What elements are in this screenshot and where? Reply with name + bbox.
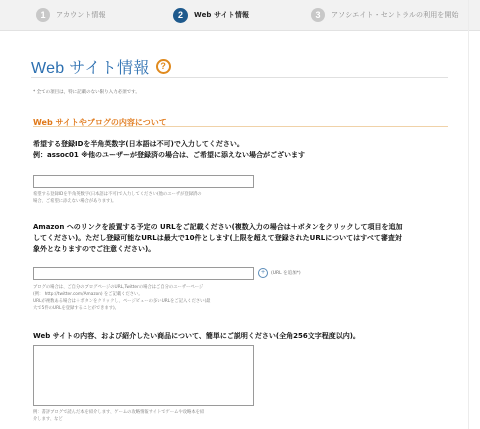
store-id-question-line2: 例：assoc01 ※他のユーザーが登録済の場合は、ご希望に添えない場合がございます (33, 151, 305, 159)
title-divider (31, 77, 448, 78)
required-note: * 全ての項目は，特に記載のない限り入力必須です。 (33, 90, 140, 95)
url-hint-line3: URLが複数ある場合は＋ボタンをクリックし、ページビューの多いURLをご記入ください(最 (33, 299, 211, 304)
description-hint (33, 409, 204, 423)
store-id-input[interactable] (33, 175, 254, 188)
description-question: Web サイトの内容、および紹介したい商品について、簡単にご説明ください(全角256文字程度以内)。 (33, 332, 360, 340)
add-url-icon[interactable]: + (258, 268, 268, 278)
add-url-control[interactable] (258, 268, 301, 278)
step-start-central (311, 7, 459, 23)
step-website-info (173, 7, 249, 23)
progress-steps (0, 0, 480, 31)
store-id-question (33, 139, 305, 161)
step-number-1: 1 (36, 8, 50, 22)
step-number-3: 3 (311, 8, 325, 22)
store-id-hint (33, 191, 202, 205)
step-number-2: 2 (173, 8, 188, 23)
description-textarea[interactable] (33, 345, 254, 406)
step-label-3: アソシエイト・セントラルの利用を開始 (331, 11, 459, 19)
url-input[interactable] (33, 267, 254, 280)
description-hint-line1: 例：書評ブログで読んだ本を紹介します、ゲームの攻略情報サイトでゲームや攻略本を紹 (33, 410, 205, 415)
step-account-info (36, 7, 106, 23)
help-icon[interactable]: ? (156, 59, 171, 74)
store-id-hint-line1: 希望する登録IDを半角英数字(日本語は不可)で入力してください(他のユーザが登録済の (33, 192, 202, 197)
section-header (33, 110, 448, 127)
section-title: Web サイトやブログの内容について (33, 118, 167, 127)
step-label-2: Web サイト情報 (194, 11, 250, 19)
url-question-line3: 象外となりますのでご注意ください)。 (33, 245, 156, 253)
url-question-line2: してください)。ただし登録可能なURLは最大で10件とします(上限を超えて登録されたURLについてはすべて審査対 (33, 234, 402, 242)
url-hint-line1: ブログの場合は、ご自分のブログページのURL,Twitterの場合はご自分のユーザーページ (33, 285, 204, 290)
right-border (468, 0, 469, 429)
store-id-question-line1: 希望する登録IDを半角英数字(日本語は不可)で入力してください。 (33, 140, 244, 148)
url-hint-line4: 大で5件のURLを登録することができます)。 (33, 306, 119, 311)
url-question-line1: Amazon へのリンクを設置する予定の URLをご記載ください(複数入力の場合は＋ボタンをクリックして項目を追加 (33, 223, 403, 231)
url-hint-line2: (例： http://twitter.com/Amazon) をご記載ください。 (33, 292, 143, 297)
page-title-row (31, 55, 171, 78)
store-id-hint-line2: 場合、ご希望に添えない場合があります)。 (33, 199, 117, 204)
url-hint (33, 284, 210, 312)
page-title: Web サイト情報 (31, 60, 150, 77)
url-question (33, 222, 403, 255)
step-label-1: アカウント情報 (56, 11, 106, 19)
add-url-label: (URL を追加*) (271, 271, 301, 276)
description-hint-line2: 介します、など (33, 417, 63, 422)
